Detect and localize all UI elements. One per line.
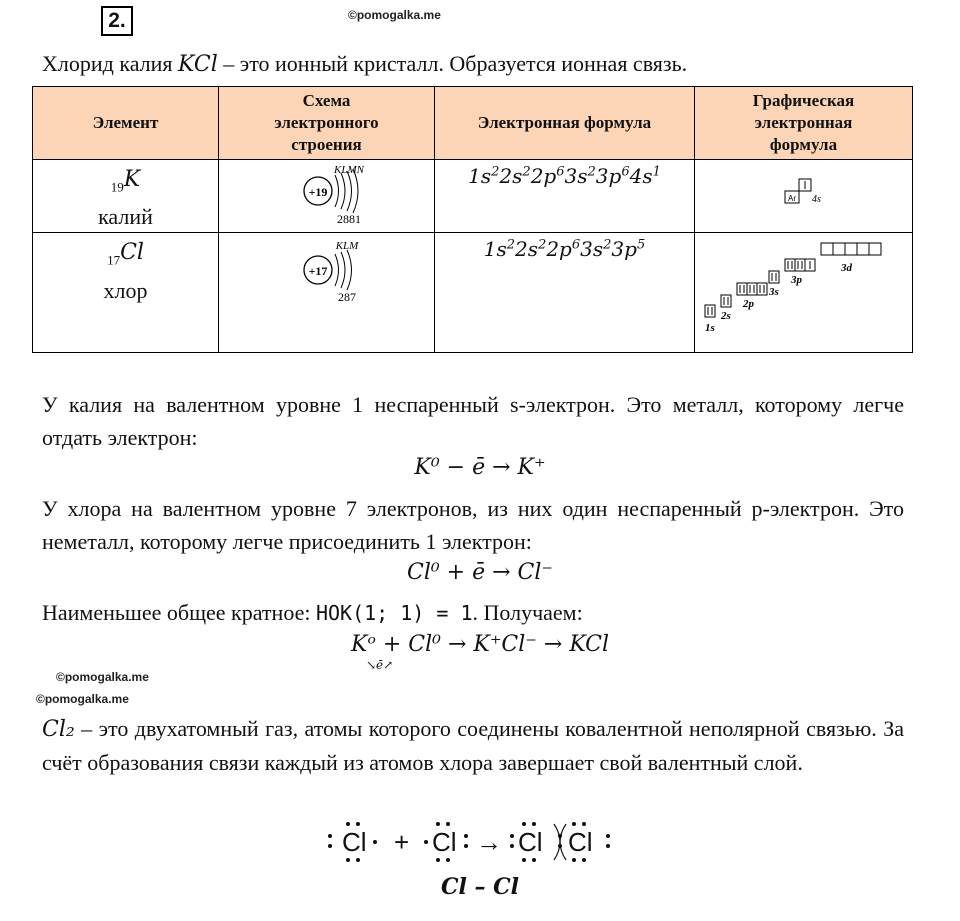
equation-combined: Kᵒ + Cl⁰ → K⁺Cl⁻ → KCl [350, 632, 610, 657]
element-cell-potassium [33, 160, 219, 233]
electron-transfer-arrow: ↘ē↗ [366, 658, 394, 672]
shell-letters: KLMN [334, 163, 364, 176]
intro-before: Хлорид калия [42, 51, 179, 76]
lcm-math: НОК(1; 1) = 1 [315, 601, 473, 625]
scheme-cell-chlorine [219, 233, 435, 353]
table-row [33, 160, 913, 233]
final-formula: Cl – Cl [440, 874, 520, 900]
shell-letters: KLM [335, 240, 359, 253]
element-name: калий [98, 204, 153, 230]
element-name: хлор [103, 277, 148, 303]
paragraph-chlorine: У хлора на валентном уровне 7 электронов, из них один неспаренный p-электрон. Это неметалл, которому легче присоединить 1 электрон: [42, 496, 904, 554]
table-row [33, 233, 913, 353]
nucleus-label: +19 [308, 184, 328, 199]
lcm-text: Наименьшее общее кратное: [42, 600, 316, 625]
svg-text:2s: 2s [721, 310, 731, 323]
svg-text:3s: 3s [769, 286, 779, 299]
lewis-plus: + [394, 827, 410, 857]
intro-formula: KCl [178, 52, 218, 77]
shell-electrons: 287 [338, 290, 356, 304]
orbital-diagram-chlorine [695, 233, 913, 347]
lewis-atom-3: Cl [518, 827, 543, 857]
header-scheme: Схема электронного строения [219, 87, 435, 160]
paragraph-lcm [42, 596, 904, 630]
formula-cell-chlorine [435, 233, 695, 353]
equation-potassium: K⁰ − ē → K⁺ [414, 455, 546, 480]
element-cell-chlorine [33, 233, 219, 353]
atom-shell-scheme-chlorine [219, 233, 435, 303]
lewis-atom-2: Cl [432, 827, 457, 857]
scheme-cell-potassium [219, 160, 435, 233]
intro-line [42, 47, 922, 81]
header-formula: Электронная формула [435, 87, 695, 160]
task-number: 2. [101, 6, 133, 36]
graphic-cell-potassium [695, 160, 913, 233]
lcm-end: . Получаем: [472, 600, 583, 625]
electron-formula-potassium: $1s^22s^22p^63s^23p^64s^1$ [468, 164, 661, 188]
lewis-atom-1: Cl [342, 827, 367, 857]
equation-chlorine: Cl⁰ + ē → Cl⁻ [406, 560, 554, 585]
intro-after: – это ионный кристалл. Образуется ионная связь. [217, 51, 688, 76]
header-graphic: Графическая электронная формула [695, 87, 913, 160]
atom-shell-scheme-potassium [219, 161, 435, 227]
lewis-structure-diagram [324, 818, 624, 864]
shell-electrons: 2881 [337, 211, 361, 226]
watermark-top: ©pomogalka.me [348, 8, 441, 22]
svg-text:3p: 3p [791, 274, 802, 287]
watermark-lower: ©pomogalka.me [36, 692, 129, 706]
svg-text:4s: 4s [812, 193, 821, 205]
lewis-arrow: → [476, 827, 502, 857]
cl2-formula: Cl₂ [42, 717, 75, 742]
table-header-row [33, 87, 913, 160]
paragraph-potassium: У калия на валентном уровне 1 неспаренный s-электрон. Это металл, которому легче отдать электрон: [42, 392, 904, 450]
svg-text:2p: 2p [743, 298, 754, 311]
header-element: Элемент [33, 87, 219, 160]
svg-text:1s: 1s [705, 322, 715, 335]
element-symbol: K [123, 167, 141, 192]
electron-formula-chlorine: $1s^22s^22p^63s^23p^5$ [483, 237, 646, 262]
svg-text:3d: 3d [841, 262, 852, 275]
watermark-middle: ©pomogalka.me [56, 670, 149, 684]
lewis-atom-4: Cl [568, 827, 593, 857]
element-symbol: Cl [120, 240, 144, 266]
element-table [32, 86, 913, 353]
formula-cell-potassium [435, 160, 695, 233]
svg-text:Ar: Ar [788, 193, 796, 203]
orbital-diagram-potassium [695, 161, 913, 227]
paragraph-cl2 [42, 712, 904, 779]
graphic-cell-chlorine [695, 233, 913, 353]
nucleus-label: +17 [308, 264, 328, 279]
cl2-text: – это двухатомный газ, атомы которого соединены ковалентной неполярной связью. За счёт образования связи каждый из атомов хлора завершает свой валентный слой. [42, 716, 904, 775]
atomic-number: 17 [107, 252, 121, 268]
atomic-number: 19 [110, 179, 124, 195]
